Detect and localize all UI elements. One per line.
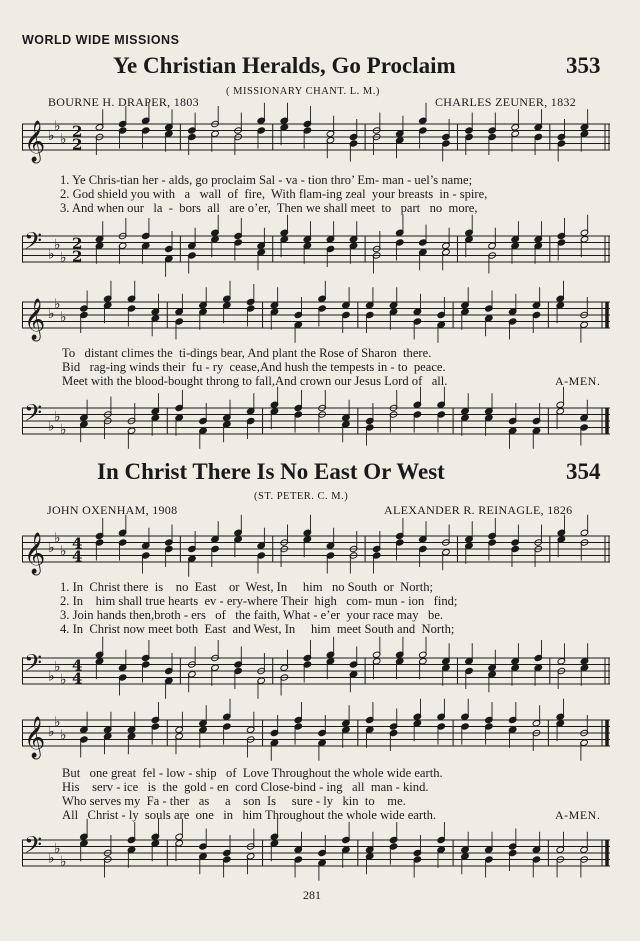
hymn-353-title: Ye Christian Heralds, Go Proclaim bbox=[113, 53, 456, 78]
hymn-354-verse-3a: 3. Join hands then,broth - ers of the faith, What - e’er your race may be. bbox=[60, 608, 444, 622]
hymn-353-author: BOURNE H. DRAPER, 1803 bbox=[48, 95, 199, 109]
svg-text:4: 4 bbox=[72, 534, 83, 553]
hymn-354-verse-2a: 2. In him shall true hearts ev - ery-where Their high com- mun - ion find; bbox=[60, 594, 458, 608]
hymn-354-verse-4b: All Christ - ly souls are one in him Throughout the whole wide earth. bbox=[62, 808, 437, 822]
staff-353-treble-2 bbox=[22, 294, 610, 340]
staff-353-bass-1 bbox=[22, 228, 610, 274]
svg-text:♭: ♭ bbox=[54, 714, 61, 731]
hymn-354-author: JOHN OXENHAM, 1908 bbox=[47, 503, 178, 517]
staff-354-treble-1 bbox=[22, 528, 610, 574]
svg-text:4: 4 bbox=[72, 656, 83, 675]
hymn-353-verse-1a: 1. Ye Chris-tian her - alds, go proclaim Sal - va - tion thro’ Em- man - uel’s name; bbox=[60, 173, 473, 187]
staff-354-bass-2 bbox=[22, 832, 610, 878]
svg-text:♭: ♭ bbox=[54, 530, 61, 547]
svg-text:♭: ♭ bbox=[48, 850, 55, 867]
hymn-353-verse-2b: Bid rag-ing winds their fu - ry cease,And hush the tempests in - to peace. bbox=[62, 360, 446, 374]
svg-text:𝄢: 𝄢 bbox=[24, 830, 43, 864]
svg-text:♭: ♭ bbox=[54, 408, 61, 425]
svg-text:4: 4 bbox=[72, 547, 83, 566]
hymn-353-tune: ( MISSIONARY CHANT. L. M.) bbox=[226, 86, 380, 97]
staff-353-bass-2 bbox=[22, 400, 610, 446]
svg-text:♭: ♭ bbox=[60, 543, 67, 560]
svg-text:♭: ♭ bbox=[48, 540, 55, 556]
svg-text:2: 2 bbox=[72, 135, 83, 154]
hymn-353-verse-3b: Meet with the blood-bought throng to fall,And crown our Jesus Lord of all. bbox=[62, 374, 448, 388]
hymn-353-verse-3a: 3. And when our la - bors all are o’er, Then we shall meet to part no more, bbox=[60, 201, 478, 215]
hymn-354-amen: A-MEN. bbox=[555, 808, 601, 822]
svg-text:𝄞: 𝄞 bbox=[24, 299, 46, 340]
svg-text:♭: ♭ bbox=[48, 306, 55, 322]
hymn-354-verse-2b: His serv - ice is the gold - en cord Close-bind - ing all man - kind. bbox=[62, 780, 429, 794]
hymn-354-composer: ALEXANDER R. REINAGLE, 1826 bbox=[384, 503, 573, 517]
svg-text:2: 2 bbox=[72, 122, 83, 141]
svg-text:♭: ♭ bbox=[48, 668, 55, 685]
svg-text:𝄢: 𝄢 bbox=[24, 648, 43, 682]
svg-text:♭: ♭ bbox=[60, 671, 67, 688]
hymn-354-verse-1a: 1. In Christ there is no East or West, In him no South or North; bbox=[60, 580, 434, 594]
staff-354-treble-2 bbox=[22, 712, 610, 758]
staff-354-bass-1 bbox=[22, 650, 610, 696]
svg-text:♭: ♭ bbox=[54, 236, 61, 253]
hymn-353-number: 353 bbox=[566, 53, 601, 78]
hymn-353-composer: CHARLES ZEUNER, 1832 bbox=[435, 95, 576, 109]
svg-text:𝄢: 𝄢 bbox=[24, 398, 43, 432]
svg-text:2: 2 bbox=[72, 234, 83, 253]
hymn-353-amen: A-MEN. bbox=[555, 374, 601, 388]
svg-text:♭: ♭ bbox=[54, 840, 61, 857]
hymn-354-verse-1b: But one great fel - low - ship of Love Throughout the whole wide earth. bbox=[62, 766, 443, 780]
svg-text:♭: ♭ bbox=[60, 853, 67, 870]
svg-text:♭: ♭ bbox=[48, 724, 55, 740]
staff-353-treble-1 bbox=[22, 116, 610, 162]
section-label: WORLD WIDE MISSIONS bbox=[22, 33, 180, 47]
svg-text:♭: ♭ bbox=[48, 128, 55, 144]
svg-text:♭: ♭ bbox=[54, 658, 61, 675]
svg-text:2: 2 bbox=[72, 247, 83, 266]
svg-text:♭: ♭ bbox=[60, 727, 67, 744]
hymn-353-verse-1b: To distant climes the ti-dings bear, And plant the Rose of Sharon there. bbox=[62, 346, 432, 360]
svg-text:♭: ♭ bbox=[48, 246, 55, 263]
svg-text:♭: ♭ bbox=[60, 421, 67, 438]
hymn-354-verse-4a: 4. In Christ now meet both East and West, In him meet South and North; bbox=[60, 622, 455, 636]
page-number: 281 bbox=[303, 888, 321, 902]
svg-text:4: 4 bbox=[72, 669, 83, 688]
svg-text:♭: ♭ bbox=[54, 296, 61, 313]
svg-text:♭: ♭ bbox=[60, 309, 67, 326]
hymn-354-verse-3b: Who serves my Fa - ther as a son Is sure - ly kin to me. bbox=[62, 794, 406, 808]
svg-text:♭: ♭ bbox=[54, 118, 61, 135]
svg-text:♭: ♭ bbox=[48, 418, 55, 435]
svg-text:𝄞: 𝄞 bbox=[24, 533, 46, 574]
svg-text:♭: ♭ bbox=[60, 131, 67, 148]
hymn-354-tune: (ST. PETER. C. M.) bbox=[254, 491, 349, 502]
hymn-353-verse-2a: 2. God shield you with a wall of fire, With flam-ing zeal your breasts in - spire, bbox=[60, 187, 488, 201]
svg-text:♭: ♭ bbox=[60, 249, 67, 266]
svg-text:𝄢: 𝄢 bbox=[24, 226, 43, 260]
hymn-354-number: 354 bbox=[566, 459, 601, 484]
svg-text:𝄞: 𝄞 bbox=[24, 121, 46, 162]
hymn-354-title: In Christ There Is No East Or West bbox=[97, 459, 445, 484]
svg-text:𝄞: 𝄞 bbox=[24, 717, 46, 758]
